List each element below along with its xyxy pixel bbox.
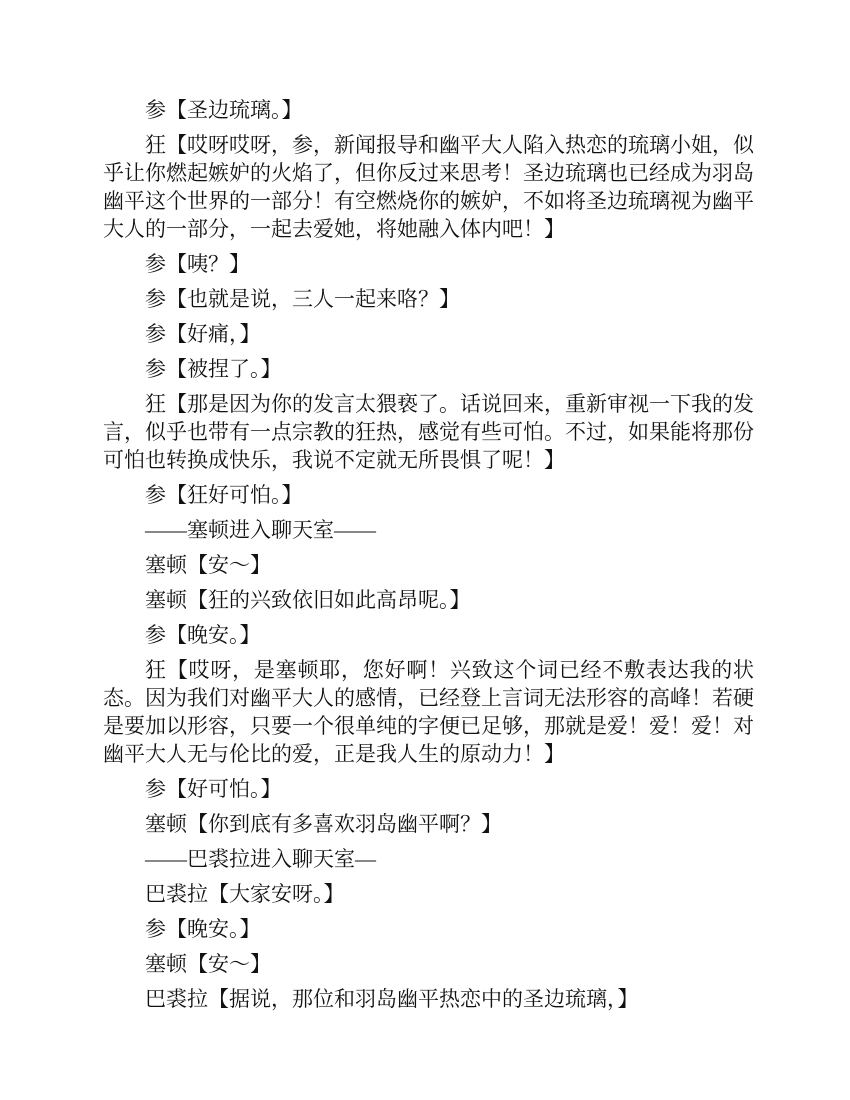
dialogue-line: 巴裘拉【据说，那位和羽岛幽平热恋中的圣边琉璃，】	[145, 987, 639, 1011]
system-message: ——巴裘拉进入聊天室—	[145, 847, 376, 871]
dialogue-line: 参【晚安。】	[145, 623, 261, 647]
dialogue-line: 塞顿【狂的兴致依旧如此高昂呢。】	[145, 588, 471, 612]
dialogue-line: 参【也就是说，三人一起来咯？】	[145, 287, 460, 311]
system-message: ——塞顿进入聊天室——	[145, 518, 376, 542]
dialogue-line: 参【好痛，】	[145, 322, 261, 346]
dialogue-line: 狂【哎呀，是塞顿耶，您好啊！兴致这个词已经不敷表达我的状态。因为我们对幽平大人的感情，已经登上言词无法形容的高峰！若硬是要加以形容，只要一个很单纯的字便已足够，那就是爱！爱！爱！对幽平大人无与伦比的爱，正是我人生的原动力！】	[103, 658, 754, 766]
dialogue-line: 狂【那是因为你的发言太猥亵了。话说回来，重新审视一下我的发言，似乎也带有一点宗教的狂热，感觉有些可怕。不过，如果能将那份可怕也转换成快乐，我说不定就无所畏惧了呢！】	[103, 392, 754, 472]
dialogue-line: 参【狂好可怕。】	[145, 483, 303, 507]
dialogue-line: 参【咦？】	[145, 252, 250, 276]
dialogue-line: 参【圣边琉璃。】	[145, 98, 303, 122]
dialogue-line: 狂【哎呀哎呀，参，新闻报导和幽平大人陷入热恋的琉璃小姐，似乎让你燃起嫉妒的火焰了，但你反过来思考！圣边琉璃也已经成为羽岛幽平这个世界的一部分！有空燃烧你的嫉妒，不如将圣边琉璃视为幽平大人的一部分，一起去爱她，将她融入体内吧！】	[103, 133, 754, 241]
dialogue-line: 巴裘拉【大家安呀。】	[145, 882, 345, 906]
dialogue-line: 参【被捏了。】	[145, 357, 282, 381]
dialogue-line: 参【晚安。】	[145, 917, 261, 941]
dialogue-line: 塞顿【你到底有多喜欢羽岛幽平啊？】	[145, 812, 502, 836]
chat-transcript	[103, 96, 754, 1020]
dialogue-line: 塞顿【安～】	[145, 553, 271, 577]
dialogue-line: 塞顿【安～】	[145, 952, 271, 976]
dialogue-line: 参【好可怕。】	[145, 777, 282, 801]
